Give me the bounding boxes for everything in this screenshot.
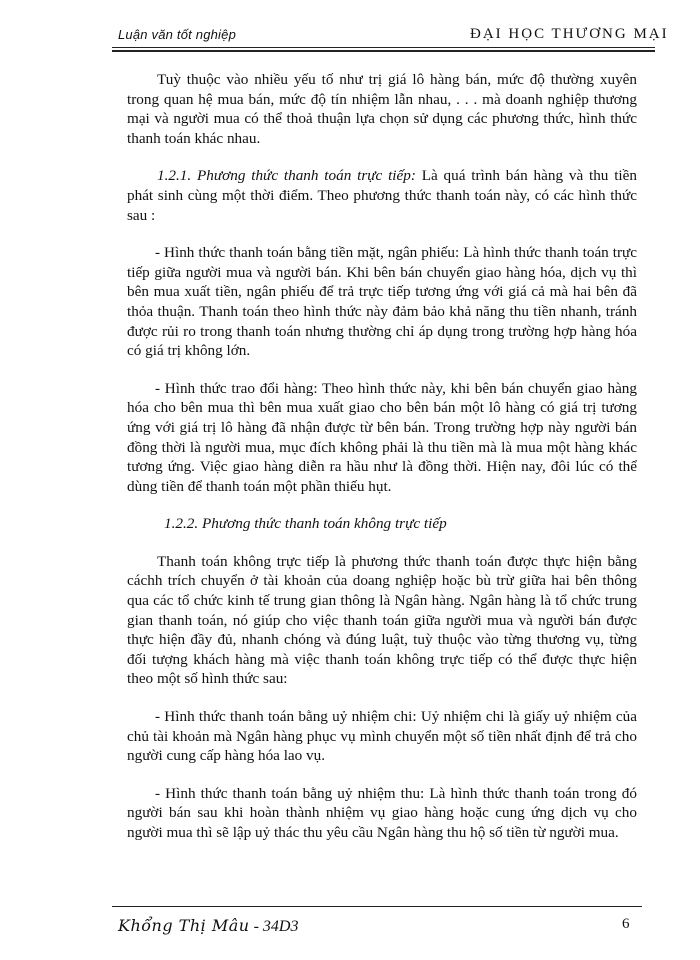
author-name: Khổng Thị Mâu — [118, 916, 250, 935]
section-heading-1-2-2: 1.2.2. Phương thức thanh toán không trực tiếp — [164, 515, 447, 533]
paragraph-collection-order: - Hình thức thanh toán bằng uỷ nhiệm thu: Là hình thức thanh toán trong đó người bán sau khi hoàn thành nhiệm vụ giao hàng hoặc cung ứng dịch vụ cho người mua thì sẽ lập uỷ thác thu yêu cầu Ngân hàng thu hộ số tiền từ người mua. — [127, 784, 637, 841]
header-rule-thick — [112, 50, 655, 52]
section-heading-1-2-1: 1.2.1. Phương thức thanh toán trực tiếp: — [157, 167, 416, 185]
header-rule — [112, 47, 655, 48]
paragraph-payment-order: - Hình thức thanh toán bằng uỷ nhiệm chi: Uỷ nhiệm chi là giấy uỷ nhiệm của chủ tài khoản mà Ngân hàng phục vụ mình chuyển một số tiền nhất định để trả cho người cung cấp hàng hóa lao vụ. — [127, 708, 637, 765]
header-title-left: Luận văn tốt nghiệp — [118, 27, 237, 42]
paragraph-cash-payment: - Hình thức thanh toán bằng tiền mặt, ngân phiếu: Là hình thức thanh toán trực tiếp giữa người mua và người bán. Khi bên bán chuyển giao hàng hóa, dịch vụ thì bên mua xuất tiền, ngân phiếu để trả trực tiếp tương ứng với giá cả mà hai bên đã thỏa thuận. Thanh toán theo hình thức này đảm bảo khả năng thu tiền nhanh, tránh được rủi ro trong thanh toán nhưng thường chỉ áp dụng trong trường hợp hàng hóa có giá trị không lớn. — [127, 244, 637, 360]
paragraph-intro: Tuỳ thuộc vào nhiều yếu tố như trị giá lô hàng bán, mức độ thường xuyên trong quan hệ mua bán, mức độ tín nhiệm lẫn nhau, . . . mà doanh nghiệp thương mại và người mua có thể thoả thuận lựa chọn sử dụng các phương thức, hình thức thanh toán khác nhau. — [127, 71, 637, 147]
page-number: 6 — [622, 916, 630, 932]
footer-author — [118, 916, 298, 936]
header-title-right: ĐẠI HỌC THƯƠNG MẠI — [470, 26, 669, 42]
footer-rule — [112, 906, 642, 907]
paragraph-indirect-payment: Thanh toán không trực tiếp là phương thức thanh toán được thực hiện bằng cáchh trích chuyển ở tài khoản của doang nghiệp hoặc bù trừ giữa hai bên thông qua các tổ chức kinh tế trung gian thông là Ngân hàng. Ngân hàng là tổ chức trung gian thanh toán, nó giúp cho việc thanh toán giữa người mua và người bán được thực hiện đầy đủ, nhanh chóng và đúng luật, tuỳ thuộc vào từng thương vụ, từng đối tượng khách hàng mà việc thanh toán không trực tiếp có thể được thực hiện theo một số hình thức sau: — [127, 552, 637, 688]
page-body — [127, 70, 637, 861]
paragraph-direct-payment — [127, 166, 637, 225]
section-1-2-1-text: Là quá trình bán hàng và thu tiền phát sinh cùng một thời điểm. Theo phương thức thanh toán này, có các hình thức sau : — [127, 167, 637, 224]
paragraph-barter: - Hình thức trao đổi hàng: Theo hình thức này, khi bên bán chuyển giao hàng hóa cho bên mua thì bên mua xuất giao cho bên bán một lô hàng có giá trị tương ứng với giá trị lô hàng đã nhận được từ bên bán. Trong trường hợp này người bán đồng thời là người mua, mục đích không phải là thu tiền mà là mua một hàng khác tương ứng. Việc giao hàng diễn ra hầu như là đồng thời. Hiện nay, đôi lúc có thể dùng tiền để thanh toán một phần thiếu hụt. — [127, 379, 637, 495]
author-class: - 34D3 — [249, 918, 299, 935]
